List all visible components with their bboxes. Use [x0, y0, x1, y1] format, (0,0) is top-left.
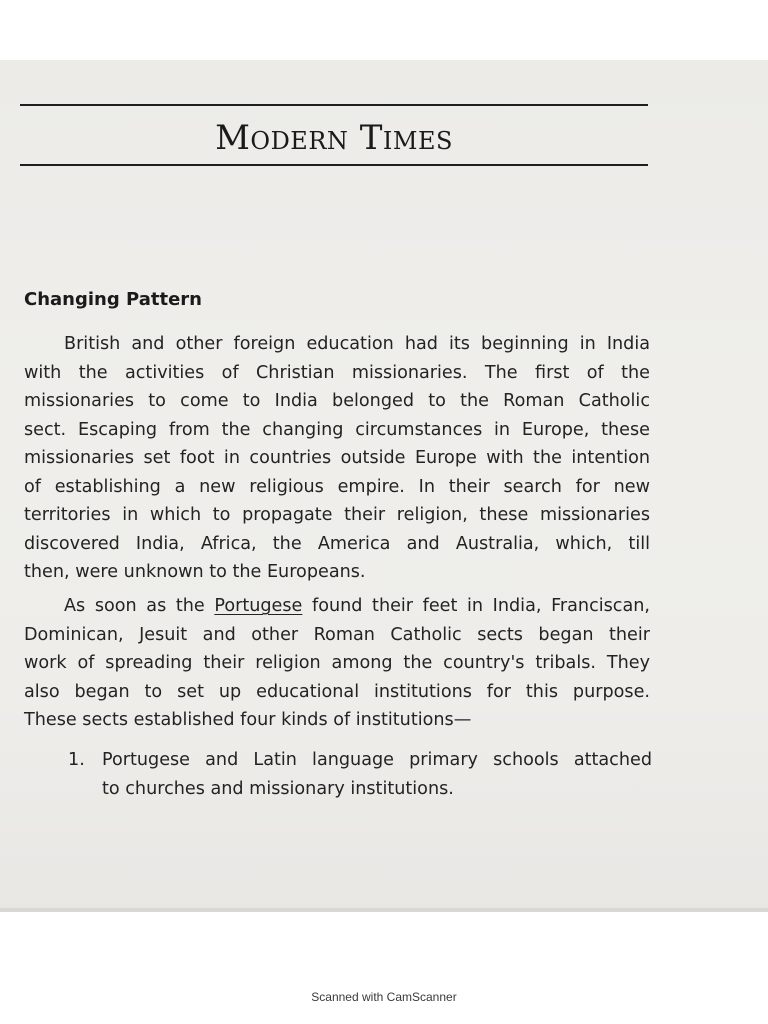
paragraph-1-line: sect. Escaping from the changing circumstances in Europe, these — [24, 419, 650, 440]
list-item-number: 1. — [68, 750, 85, 770]
paragraph-2-first-line — [24, 592, 650, 621]
list-item-line: to churches and missionary institutions. — [102, 778, 454, 799]
paragraph-2-line: These sects established four kinds of institutions— — [24, 710, 472, 730]
paragraph-1-line: missionaries set foot in countries outside Europe with the intention — [24, 448, 650, 468]
paragraph-1-line: of establishing a new religious empire. In their search for new — [24, 476, 650, 497]
paragraph-2-line: Dominican, Jesuit and other Roman Catholic sects began their — [24, 624, 650, 645]
paragraph-2-line: also began to set up educational institutions for this purpose. — [24, 681, 650, 702]
scanner-watermark: Scanned with CamScanner — [311, 990, 457, 1004]
paragraph-1-line: territories in which to propagate their religion, these missionaries — [24, 505, 650, 525]
chapter-title: Modern Times — [215, 118, 453, 158]
underlined-word: Portugese — [214, 596, 303, 616]
paragraph-1-line: with the activities of Christian missionaries. The first of the — [24, 362, 650, 383]
section-heading: Changing Pattern — [24, 289, 202, 310]
list-item-line: Portugese and Latin language primary schools attached — [102, 750, 652, 770]
paragraph-2-text: As soon as the — [64, 596, 205, 616]
paragraph-2-text: found their feet in India, Franciscan, — [312, 596, 650, 616]
paragraph-1-line: British and other foreign education had its beginning in India — [64, 334, 650, 354]
list-item-text — [102, 746, 652, 803]
paragraph-1-line: discovered India, Africa, the America and Australia, which, till — [24, 533, 650, 554]
paragraph-1-line: missionaries to come to India belonged to the Roman Catholic — [24, 391, 650, 411]
paragraph-2-line: work of spreading their religion among the country's tribals. They — [24, 653, 650, 673]
title-bottom-rule — [20, 164, 648, 166]
paragraph-2 — [24, 592, 650, 735]
paragraph-1 — [24, 330, 650, 587]
paragraph-1-line: then, were unknown to the Europeans. — [24, 562, 366, 582]
title-top-rule — [20, 104, 648, 106]
